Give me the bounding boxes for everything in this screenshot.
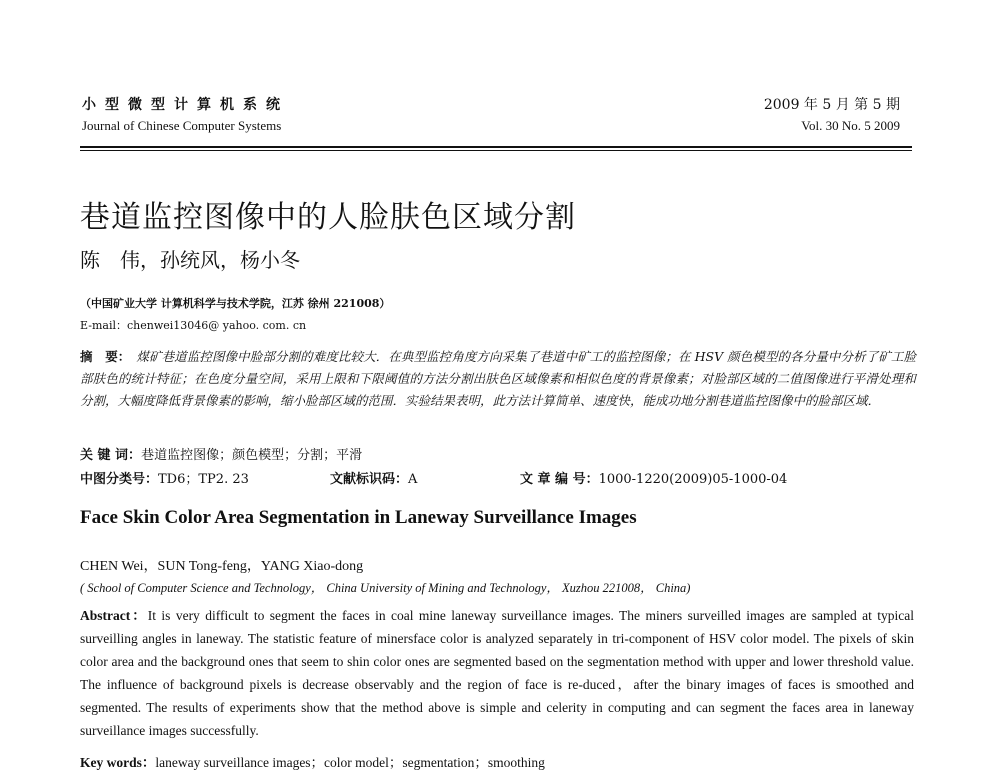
article-number bbox=[520, 468, 787, 487]
keywords-en-text: laneway surveillance images；color model；segmentation；smoothing bbox=[155, 755, 545, 770]
header-rule-thin bbox=[80, 150, 912, 151]
abstract-en-text: It is very difficult to segment the faces in coal mine laneway surveillance images. The miners surveilled images are sampled at typical surveilling angles in laneway. The statistic feature of minersface color is analyzed separately in tri-component of HSV color model. The pixels of skin color area and the background ones that seem to shin color ones are segmented based on the segmentation method with upper and lower threshold value. The influence of background pixels is decrease observably and the region of face is re-duced，after the binary images of faces is smoothed and segmented. The results of experiments show that the method above is simple and celerity in computing and can segment the faces area in laneway surveillance images successfully. bbox=[80, 608, 914, 738]
abstract-cn-text: 煤矿巷道监控图像中脸部分割的难度比较大．在典型监控角度方向采集了巷道中矿工的监控图像；在 HSV 颜色模型的各分量中分析了矿工脸部肤色的统计特征；在色度分量空间，采用上限和下限阈值的方法分割出肤色区域像素和相似色度的背景像素；对脸部区域的二值图像进行平滑处理和分割，大幅度降低背景像素的影响，缩小脸部区域的范围．实验结果表明，此方法计算简单、速度快，能成功地分割巷道监控图像中的脸部区域． bbox=[80, 349, 916, 408]
keywords-cn-text: 巷道监控图像；颜色模型；分割；平滑 bbox=[141, 448, 363, 463]
doc-code-label: 文献标识码： bbox=[330, 472, 409, 487]
issue-date-cn: 2009 年 5 月 第 5 期 bbox=[763, 97, 900, 113]
article-no-label: 文 章 编 号： bbox=[520, 472, 599, 487]
author-email: E-mail：chenwei13046@ yahoo. com. cn bbox=[80, 319, 307, 332]
article-title-cn: 巷道监控图像中的人脸肤色区域分割 bbox=[80, 200, 576, 235]
authors-cn: 陈 伟，孙统风，杨小冬 bbox=[80, 248, 300, 272]
header-rule-thick bbox=[80, 146, 912, 148]
journal-name-cn: 小型微型计算机系统 bbox=[82, 97, 289, 113]
abstract-cn-label: 摘 要： bbox=[80, 349, 131, 364]
keywords-en bbox=[80, 751, 545, 771]
abstract-en bbox=[80, 604, 914, 742]
keywords-cn bbox=[80, 444, 362, 463]
authors-en: CHEN Wei，SUN Tong-feng，YANG Xiao-dong bbox=[80, 559, 364, 574]
volume-number: Vol. 30 No. 5 2009 bbox=[801, 118, 900, 133]
abstract-en-label: Abstract： bbox=[80, 608, 148, 623]
article-no-value: 1000-1220(2009)05-1000-04 bbox=[598, 472, 788, 487]
doc-code-value: A bbox=[408, 472, 418, 487]
clc-number bbox=[80, 468, 249, 487]
clc-value: TD6；TP2. 23 bbox=[158, 472, 249, 487]
clc-label: 中图分类号： bbox=[80, 472, 159, 487]
journal-name-en: Journal of Chinese Computer Systems bbox=[82, 118, 282, 133]
keywords-en-label: Key words： bbox=[80, 755, 156, 770]
document-code bbox=[330, 468, 417, 487]
affiliation-cn: （中国矿业大学 计算机科学与技术学院，江苏 徐州 221008） bbox=[80, 297, 391, 310]
article-title-en: Face Skin Color Area Segmentation in Laneway Surveillance Images bbox=[80, 507, 637, 528]
abstract-cn bbox=[80, 346, 916, 412]
affiliation-en: ( School of Computer Science and Technology， China University of Mining and Technology， Xuzhou 221008， China) bbox=[80, 581, 691, 595]
keywords-cn-label: 关 键 词： bbox=[80, 448, 142, 463]
